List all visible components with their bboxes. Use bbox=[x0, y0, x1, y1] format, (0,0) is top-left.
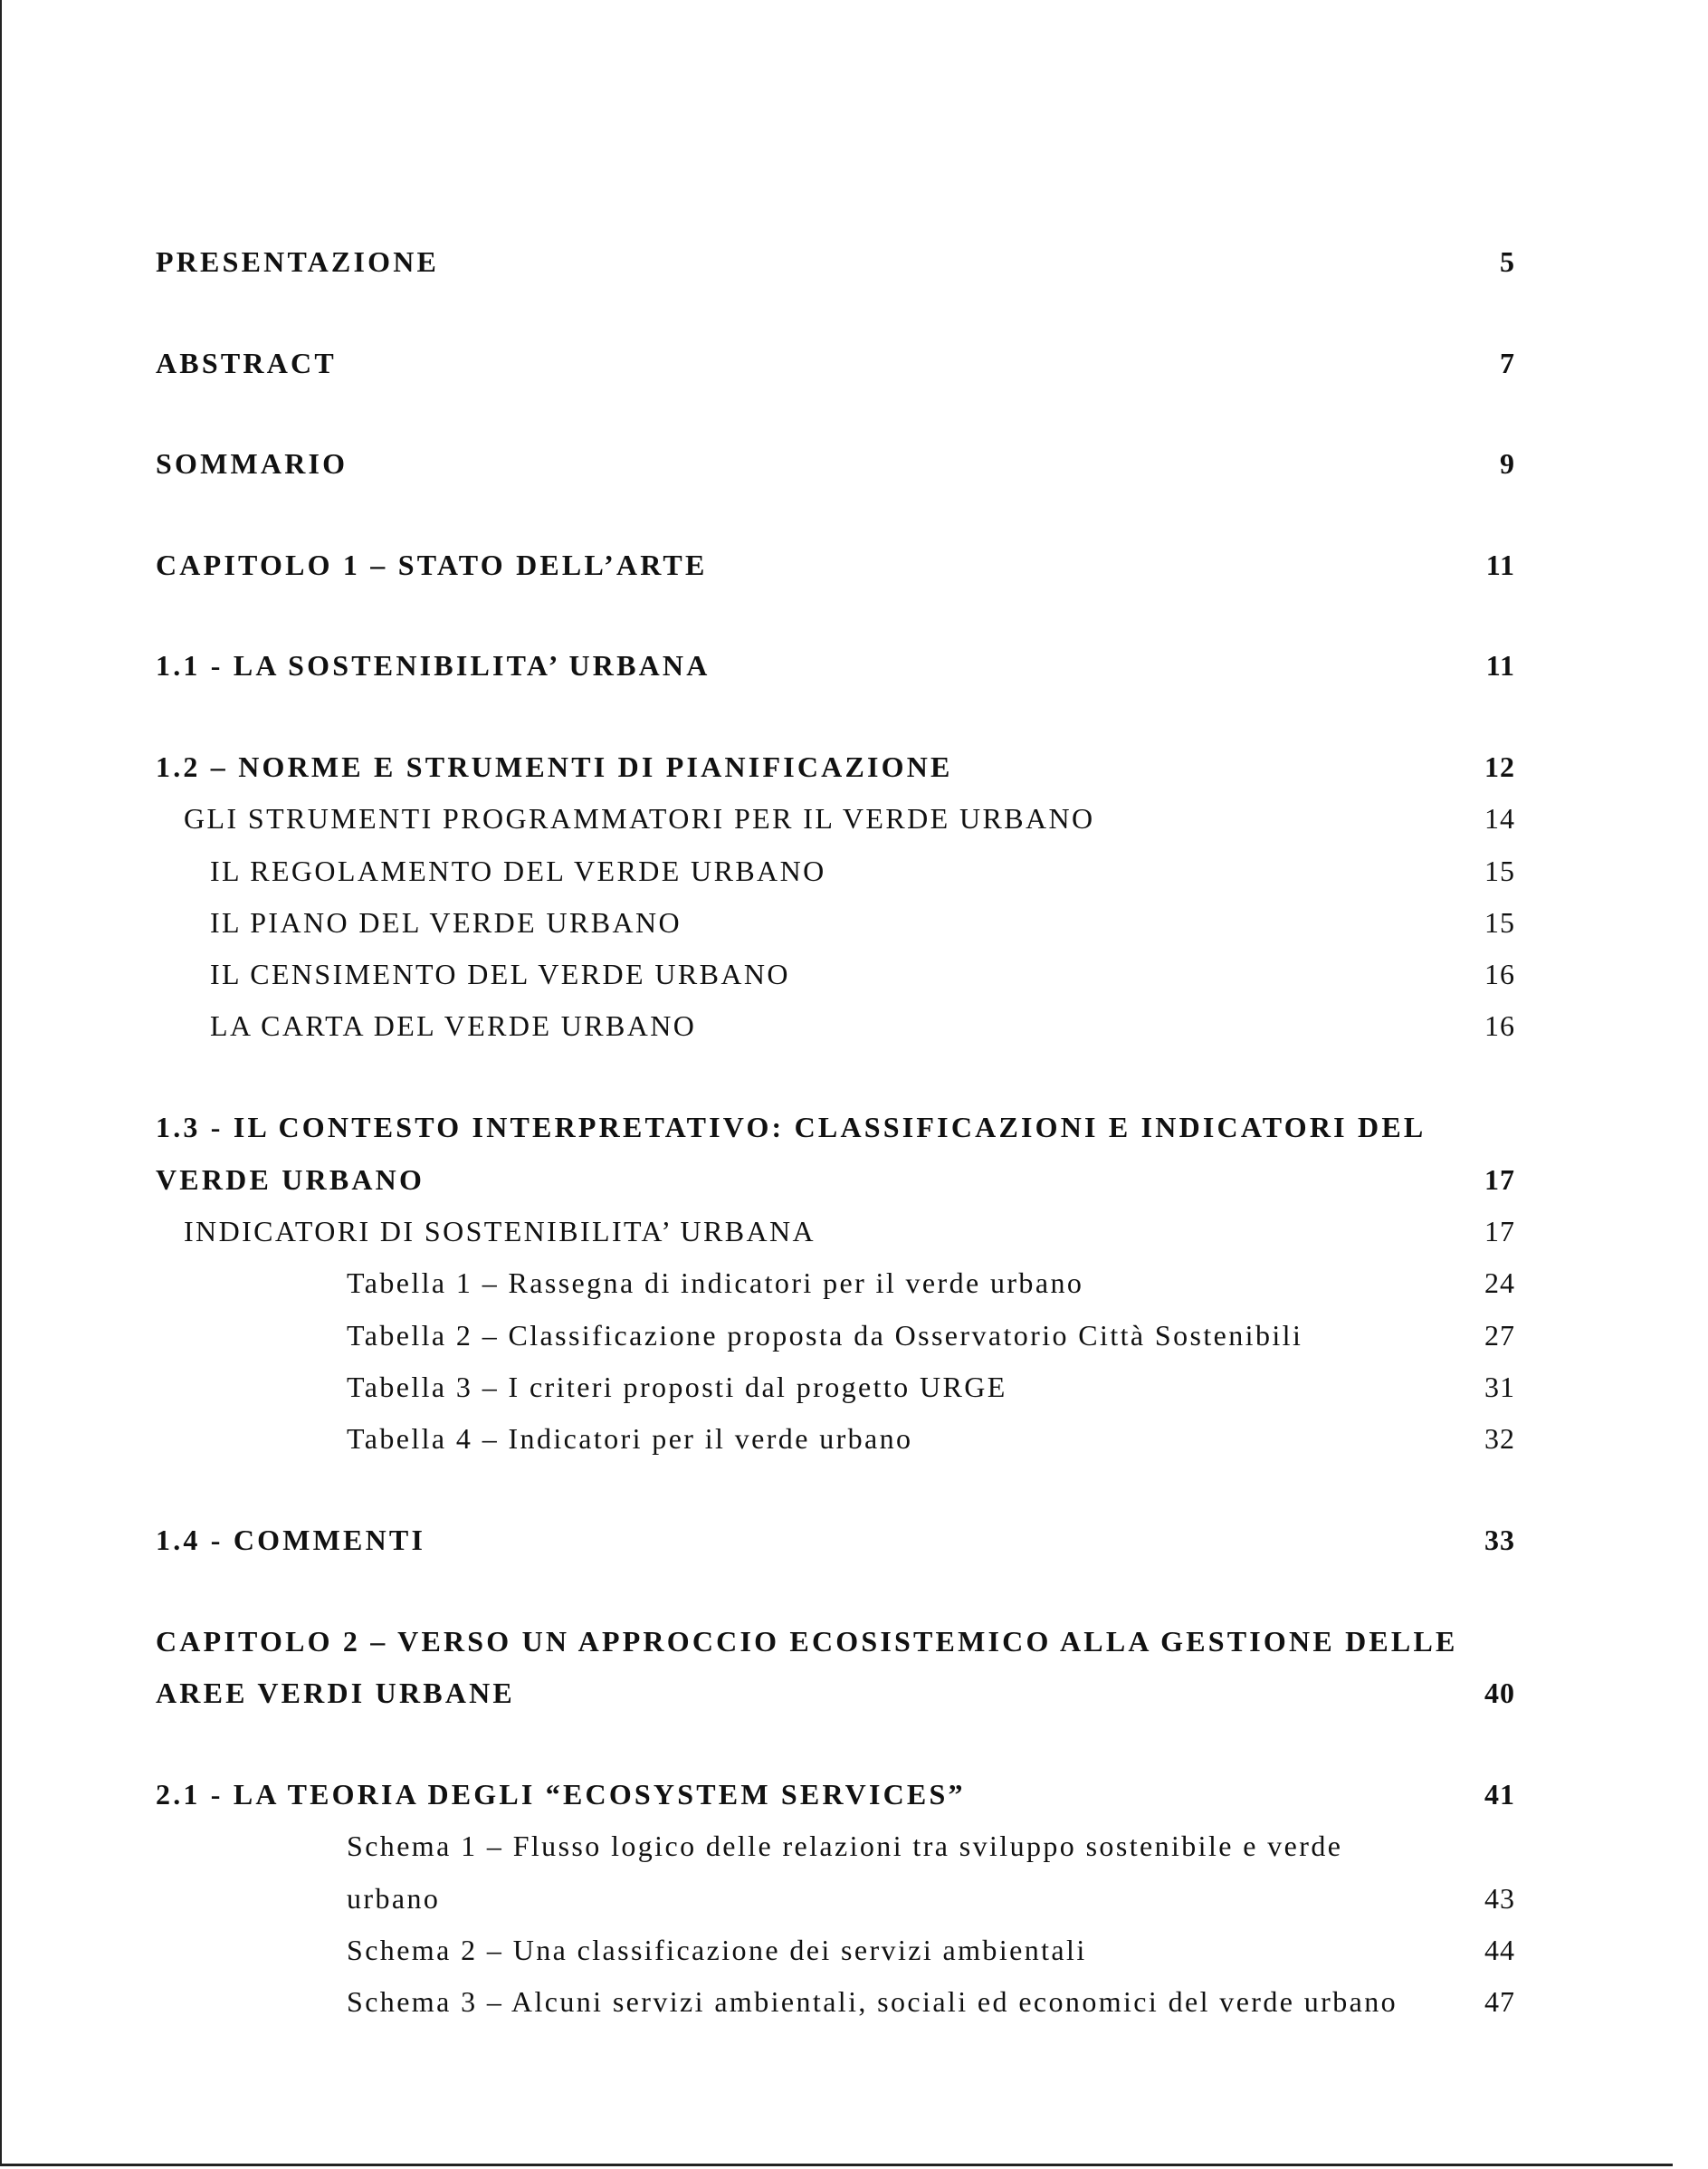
toc-entry-title: Tabella 2 – Classificazione proposta da Osservatorio Città Sostenibili bbox=[347, 1319, 1303, 1352]
toc-entry-page: 9 bbox=[1500, 447, 1515, 480]
toc-entry-page: 12 bbox=[1484, 750, 1515, 783]
toc-entry-title: 1.3 - IL CONTESTO INTERPRETATIVO: CLASSIFICAZIONI E INDICATORI DEL bbox=[156, 1111, 1427, 1143]
toc-entry-indicatori-sostenibilita[interactable] bbox=[156, 1206, 1515, 1256]
toc-entry-title: Schema 3 – Alcuni servizi ambientali, sociali ed economici del verde urbano bbox=[347, 1985, 1398, 2018]
toc-entry-page: 11 bbox=[1485, 549, 1515, 581]
toc-entry-schema-1-continued[interactable] bbox=[156, 1873, 1515, 1924]
toc-entry-title: CAPITOLO 1 – STATO DELL’ARTE bbox=[156, 549, 708, 581]
toc-entry-sommario[interactable] bbox=[156, 438, 1515, 489]
toc-entry-1-1[interactable] bbox=[156, 640, 1515, 691]
toc-entry-abstract[interactable] bbox=[156, 338, 1515, 388]
toc-entry-page: 14 bbox=[1484, 802, 1515, 835]
toc-entry-carta[interactable] bbox=[156, 1000, 1515, 1051]
toc-entry-schema-3[interactable] bbox=[156, 1976, 1515, 2027]
toc-entry-title: IL CENSIMENTO DEL VERDE URBANO bbox=[210, 958, 790, 990]
toc-entry-page: 17 bbox=[1484, 1163, 1515, 1196]
toc-entry-tabella-2[interactable] bbox=[156, 1310, 1515, 1361]
toc-entry-1-4[interactable] bbox=[156, 1514, 1515, 1565]
toc-entry-title: PRESENTAZIONE bbox=[156, 245, 440, 278]
toc-entry-title: IL PIANO DEL VERDE URBANO bbox=[210, 906, 682, 939]
toc-entry-title: SOMMARIO bbox=[156, 447, 348, 480]
toc-entry-title: CAPITOLO 2 – VERSO UN APPROCCIO ECOSISTEMICO ALLA GESTIONE DELLE bbox=[156, 1625, 1458, 1658]
toc-entry-page: 16 bbox=[1484, 1009, 1515, 1042]
page-border-left bbox=[0, 0, 2, 2165]
toc-entry-title: 1.1 - LA SOSTENIBILITA’ URBANA bbox=[156, 649, 711, 682]
toc-entry-page: 44 bbox=[1484, 1934, 1515, 1966]
toc-entry-strumenti-programmatori[interactable] bbox=[156, 793, 1515, 844]
toc-entry-schema-1[interactable] bbox=[156, 1820, 1515, 1871]
toc-entry-title: Tabella 4 – Indicatori per il verde urbano bbox=[347, 1422, 913, 1455]
toc-entry-censimento[interactable] bbox=[156, 949, 1515, 999]
toc-entry-title: Schema 1 – Flusso logico delle relazioni tra sviluppo sostenibile e verde bbox=[347, 1830, 1343, 1862]
toc-entry-piano[interactable] bbox=[156, 897, 1515, 948]
toc-entry-page: 41 bbox=[1484, 1778, 1515, 1811]
toc-entry-schema-2[interactable] bbox=[156, 1925, 1515, 1975]
toc-entry-title: 2.1 - LA TEORIA DEGLI “ECOSYSTEM SERVICES” bbox=[156, 1778, 966, 1811]
toc-entry-title: Tabella 3 – I criteri proposti dal progetto URGE bbox=[347, 1371, 1007, 1403]
toc-entry-page: 43 bbox=[1484, 1882, 1515, 1915]
toc-entry-title: INDICATORI DI SOSTENIBILITA’ URBANA bbox=[184, 1215, 816, 1247]
toc-entry-1-2[interactable] bbox=[156, 741, 1515, 792]
toc-entry-tabella-4[interactable] bbox=[156, 1413, 1515, 1464]
toc-entry-capitolo-1[interactable] bbox=[156, 540, 1515, 590]
toc-entry-page: 16 bbox=[1484, 958, 1515, 990]
toc-entry-page: 32 bbox=[1484, 1422, 1515, 1455]
toc-entry-tabella-1[interactable] bbox=[156, 1257, 1515, 1308]
toc-entry-regolamento[interactable] bbox=[156, 846, 1515, 896]
toc-entry-title: 1.4 - COMMENTI bbox=[156, 1524, 426, 1556]
toc-entry-title: LA CARTA DEL VERDE URBANO bbox=[210, 1009, 697, 1042]
toc-entry-title: IL REGOLAMENTO DEL VERDE URBANO bbox=[210, 855, 826, 887]
toc-entry-capitolo-2-continued[interactable] bbox=[156, 1667, 1515, 1718]
toc-entry-page: 31 bbox=[1484, 1371, 1515, 1403]
toc-entry-title: GLI STRUMENTI PROGRAMMATORI PER IL VERDE URBANO bbox=[184, 802, 1095, 835]
toc-entry-2-1[interactable] bbox=[156, 1769, 1515, 1820]
toc-entry-capitolo-2[interactable] bbox=[156, 1616, 1515, 1667]
toc-entry-page: 17 bbox=[1484, 1215, 1515, 1247]
toc-entry-1-3[interactable] bbox=[156, 1102, 1515, 1152]
toc-entry-page: 40 bbox=[1484, 1677, 1515, 1709]
toc-entry-title: ABSTRACT bbox=[156, 347, 337, 379]
toc-entry-tabella-3[interactable] bbox=[156, 1362, 1515, 1412]
toc-entry-page: 47 bbox=[1484, 1985, 1515, 2018]
toc-entry-presentazione[interactable] bbox=[156, 236, 1515, 287]
toc-entry-page: 5 bbox=[1500, 245, 1515, 278]
toc-entry-page: 15 bbox=[1484, 906, 1515, 939]
toc-entry-title: AREE VERDI URBANE bbox=[156, 1677, 515, 1709]
toc-entry-page: 11 bbox=[1485, 649, 1515, 682]
toc-entry-title: Schema 2 – Una classificazione dei servizi ambientali bbox=[347, 1934, 1087, 1966]
toc-entry-page: 7 bbox=[1500, 347, 1515, 379]
toc-entry-page: 24 bbox=[1484, 1266, 1515, 1299]
toc-entry-title: 1.2 – NORME E STRUMENTI DI PIANIFICAZIONE bbox=[156, 750, 953, 783]
toc-entry-page: 33 bbox=[1484, 1524, 1515, 1556]
toc-entry-title: Tabella 1 – Rassegna di indicatori per il verde urbano bbox=[347, 1266, 1084, 1299]
toc-entry-title: VERDE URBANO bbox=[156, 1163, 425, 1196]
toc-entry-page: 15 bbox=[1484, 855, 1515, 887]
page-border-bottom bbox=[0, 2164, 1673, 2166]
toc-entry-title: urbano bbox=[347, 1882, 441, 1915]
toc-entry-page: 27 bbox=[1484, 1319, 1515, 1352]
toc-entry-1-3-continued[interactable] bbox=[156, 1154, 1515, 1205]
